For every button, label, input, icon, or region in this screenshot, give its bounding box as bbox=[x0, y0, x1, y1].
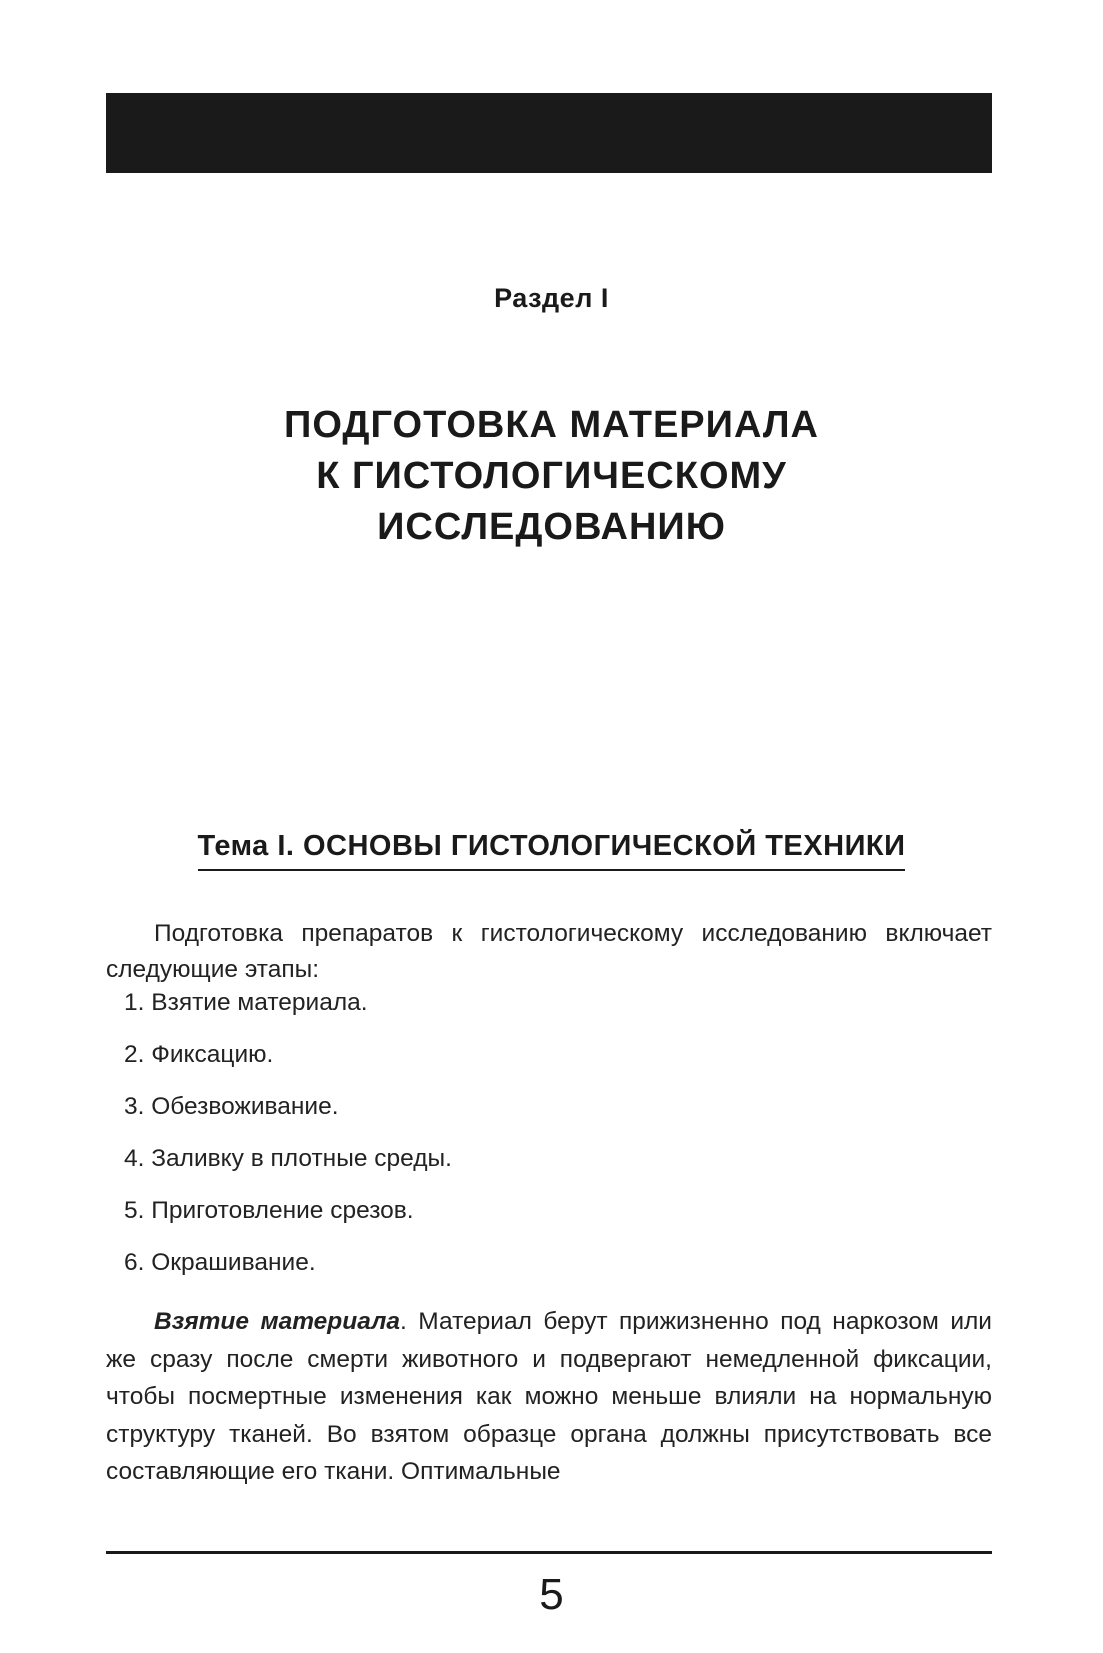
term-material: Взятие материала bbox=[154, 1308, 401, 1335]
paragraph-body: Материал берут прижизненно под наркозом или же сразу после смерти животного и подвергают немедленной фиксации, чтобы посмертные изменения как можно меньше влияли на нормальную структуру тканей. Во взятом образце органа должны присутствовать все составляющие его ткани. Оптимальные bbox=[106, 1308, 992, 1485]
list-item: 2. Фиксацию. bbox=[124, 1041, 274, 1068]
list-item: 3. Обезвоживание. bbox=[124, 1093, 339, 1120]
footer-rule bbox=[106, 1551, 992, 1554]
steps-list bbox=[124, 985, 452, 1297]
material-text bbox=[106, 1303, 992, 1491]
topic-title: Тема I. ОСНОВЫ ГИСТОЛОГИЧЕСКОЙ ТЕХНИКИ bbox=[198, 830, 906, 871]
topic-heading bbox=[0, 830, 1103, 871]
page-number: 5 bbox=[539, 1570, 564, 1619]
section-title bbox=[0, 400, 1103, 553]
section-title-line: ПОДГОТОВКА МАТЕРИАЛА bbox=[284, 404, 819, 446]
list-item: 6. Окрашивание. bbox=[124, 1249, 316, 1276]
section-title-line: ИССЛЕДОВАНИЮ bbox=[377, 506, 726, 548]
intro-text: Подготовка препаратов к гистологическому исследованию включает следующие этапы: bbox=[106, 920, 992, 983]
material-paragraph bbox=[106, 1303, 992, 1491]
list-item: 5. Приготовление срезов. bbox=[124, 1197, 414, 1224]
section-label: Раздел I bbox=[494, 283, 609, 313]
term-suffix: . bbox=[400, 1308, 407, 1335]
intro-paragraph bbox=[106, 916, 992, 988]
list-item: 4. Заливку в плотные среды. bbox=[124, 1145, 452, 1172]
section-title-line: К ГИСТОЛОГИЧЕСКОМУ bbox=[316, 455, 787, 497]
list-item: 1. Взятие материала. bbox=[124, 989, 368, 1016]
header-bar bbox=[106, 93, 992, 173]
